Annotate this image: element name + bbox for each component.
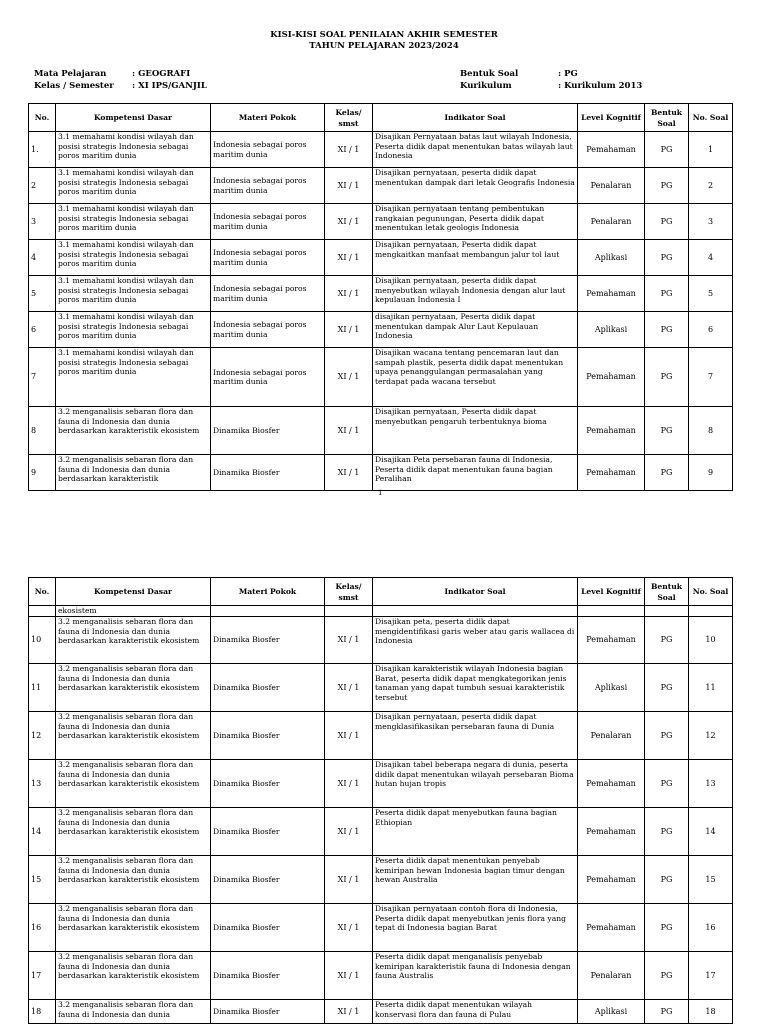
cell-bentuk: PG [645,856,689,904]
cell-nosoal: 9 [689,455,733,491]
cell-nosoal: 4 [689,240,733,276]
table-header-row [29,578,733,606]
cell-materi: Dinamika Biosfer [211,808,325,856]
bentuk-label: Bentuk Soal [460,69,519,79]
cell-level: Pemahaman [578,617,645,664]
cell-level: Pemahaman [578,760,645,808]
table-row [29,617,733,664]
cell-no: 6 [29,312,56,348]
table-row [29,808,733,856]
cell-bentuk: PG [645,407,689,455]
cell-kelas: XI / 1 [325,168,373,204]
cell-nosoal: 18 [689,1000,733,1024]
col-header-no: No. [29,104,56,132]
cell-level: Penalaran [578,712,645,760]
cell-indikator: Disajikan Pernyataan batas laut wilayah Indonesia, Peserta didik dapat menentukan batas wilayah laut Indonesia [373,132,578,168]
cell-nosoal: 17 [689,952,733,1000]
page-gap [0,520,768,560]
cell-bentuk: PG [645,455,689,491]
cell-level: Pemahaman [578,856,645,904]
cell-indikator: Disajikan karakteristik wilayah Indonesia bagian Barat, peserta didik dapat mengkategorikan jenis tanaman yang dapat tumbuh sesuai karakteristik tersebut [373,664,578,712]
cell-level: Pemahaman [578,276,645,312]
table-row [29,407,733,455]
cell-no: 5 [29,276,56,312]
table-row [29,904,733,952]
cell-kompetensi: ekosistem [56,606,211,617]
cell-kelas: XI / 1 [325,348,373,407]
meta-left [34,68,207,92]
cell-level: Pemahaman [578,808,645,856]
col-header-nosoal: No. Soal [689,104,733,132]
cell-materi: Dinamika Biosfer [211,904,325,952]
cell-no: 1. [29,132,56,168]
cell-level: Aplikasi [578,664,645,712]
kurikulum-value: : Kurikulum 2013 [558,81,643,91]
cell-nosoal: 16 [689,904,733,952]
cell-kompetensi: 3.2 menganalisis sebaran flora dan fauna di Indonesia dan dunia berdasarkan karakteristik ekosistem [56,904,211,952]
col-header-indikator: Indikator Soal [373,104,578,132]
cell-kompetensi: 3.2 menganalisis sebaran flora dan fauna di Indonesia dan dunia berdasarkan karakteristik ekosistem [56,760,211,808]
page-number: 1 [378,489,383,497]
cell-kelas: XI / 1 [325,276,373,312]
table-row [29,240,733,276]
cell-indikator: Peserta didik dapat menentukan penyebab kemiripan hewan Indonesia bagian timur dengan hewan Australia [373,856,578,904]
cell-indikator: Disajikan tabel beberapa negara di dunia, peserta didik dapat menentukan wilayah persebaran Bioma hutan hujan tropis [373,760,578,808]
cell-bentuk: PG [645,617,689,664]
cell-kelas: XI / 1 [325,856,373,904]
table-row [29,760,733,808]
col-header-materi: Materi Pokok [211,578,325,606]
cell-nosoal: 8 [689,407,733,455]
col-header-materi: Materi Pokok [211,104,325,132]
cell-materi: Indonesia sebagai poros maritim dunia [211,204,325,240]
cell-bentuk: PG [645,276,689,312]
cell-indikator [373,606,578,617]
cell-nosoal: 11 [689,664,733,712]
cell-nosoal: 3 [689,204,733,240]
cell-materi: Dinamika Biosfer [211,455,325,491]
col-header-kompetensi: Kompetensi Dasar [56,104,211,132]
cell-kelas: XI / 1 [325,455,373,491]
col-header-level: Level Kognitif [578,578,645,606]
cell-materi: Indonesia sebagai poros maritim dunia [211,240,325,276]
cell-kompetensi: 3.1 memahami kondisi wilayah dan posisi strategis Indonesia sebagai poros maritim dunia [56,204,211,240]
cell-indikator: Disajikan peta, peserta didik dapat mengidentifikasi garis weber atau garis wallacea di Indonesia [373,617,578,664]
cell-indikator: Peserta didik dapat menentukan wilayah konservasi flora dan fauna di Pulau [373,1000,578,1024]
cell-kompetensi: 3.2 menganalisis sebaran flora dan fauna di Indonesia dan dunia berdasarkan karakteristik ekosistem [56,952,211,1000]
cell-materi: Indonesia sebagai poros maritim dunia [211,168,325,204]
cell-nosoal: 7 [689,348,733,407]
col-header-indikator: Indikator Soal [373,578,578,606]
cell-kompetensi: 3.2 menganalisis sebaran flora dan fauna di Indonesia dan dunia [56,1000,211,1024]
cell-bentuk: PG [645,132,689,168]
cell-nosoal: 12 [689,712,733,760]
col-header-kompetensi: Kompetensi Dasar [56,578,211,606]
cell-materi: Indonesia sebagai poros maritim dunia [211,276,325,312]
col-header-bentuk: Bentuk Soal [645,104,689,132]
cell-nosoal: 14 [689,808,733,856]
cell-no: 16 [29,904,56,952]
cell-materi: Dinamika Biosfer [211,1000,325,1024]
cell-no: 8 [29,407,56,455]
col-header-kelas: Kelas/ smst [325,578,373,606]
cell-nosoal [689,606,733,617]
cell-kompetensi: 3.1 memahami kondisi wilayah dan posisi strategis Indonesia sebagai poros maritim dunia [56,312,211,348]
cell-materi: Indonesia sebagai poros maritim dunia [211,312,325,348]
cell-kelas [325,606,373,617]
cell-materi: Indonesia sebagai poros maritim dunia [211,132,325,168]
cell-nosoal: 10 [689,617,733,664]
cell-level: Aplikasi [578,312,645,348]
cell-indikator: Disajikan pernyataan, Peserta didik dapat mengkaitkan manfaat membangun jalur tol laut [373,240,578,276]
col-header-nosoal: No. Soal [689,578,733,606]
table-header-row [29,104,733,132]
cell-nosoal: 1 [689,132,733,168]
cell-nosoal: 5 [689,276,733,312]
continuation-row [29,606,733,617]
cell-bentuk: PG [645,240,689,276]
cell-kelas: XI / 1 [325,904,373,952]
cell-no: 4 [29,240,56,276]
cell-kelas: XI / 1 [325,407,373,455]
cell-bentuk: PG [645,952,689,1000]
cell-kompetensi: 3.2 menganalisis sebaran flora dan fauna di Indonesia dan dunia berdasarkan karakteristik ekosistem [56,856,211,904]
kurikulum-label: Kurikulum [460,81,512,91]
kelas-value: : XI IPS/GANJIL [132,81,207,91]
cell-indikator: Disajikan wacana tentang pencemaran laut dan sampah plastik, peserta didik dapat menentukan upaya penanggulangan permasalahan yang terdapat pada wacana tersebut [373,348,578,407]
document-subtitle: TAHUN PELAJARAN 2023/2024 [309,41,459,51]
cell-kelas: XI / 1 [325,808,373,856]
cell-indikator: Disajikan pernyataan, peserta didik dapat mengklasifikasikan persebaran fauna di Dunia [373,712,578,760]
cell-level: Aplikasi [578,1000,645,1024]
cell-level: Pemahaman [578,455,645,491]
cell-indikator: Disajikan pernyataan, peserta didik dapat menentukan dampak dari letak Geografis Indonesia [373,168,578,204]
cell-kelas: XI / 1 [325,760,373,808]
cell-bentuk: PG [645,348,689,407]
meta-right [460,68,642,92]
cell-bentuk: PG [645,760,689,808]
cell-kompetensi: 3.2 menganalisis sebaran flora dan fauna di Indonesia dan dunia berdasarkan karakteristik ekosistem [56,407,211,455]
cell-kelas: XI / 1 [325,1000,373,1024]
table-row [29,276,733,312]
cell-no: 11 [29,664,56,712]
cell-kelas: XI / 1 [325,712,373,760]
cell-nosoal: 13 [689,760,733,808]
cell-kompetensi: 3.1 memahami kondisi wilayah dan posisi strategis Indonesia sebagai poros maritim dunia [56,240,211,276]
cell-no: 13 [29,760,56,808]
cell-materi: Dinamika Biosfer [211,856,325,904]
cell-kompetensi: 3.2 menganalisis sebaran flora dan fauna di Indonesia dan dunia berdasarkan karakteristik ekosistem [56,808,211,856]
table-row [29,312,733,348]
cell-no: 2 [29,168,56,204]
cell-no: 15 [29,856,56,904]
table-row [29,952,733,1000]
bentuk-value: : PG [558,69,578,79]
cell-no: 3 [29,204,56,240]
cell-kompetensi: 3.2 menganalisis sebaran flora dan fauna di Indonesia dan dunia berdasarkan karakteristik ekosistem [56,712,211,760]
cell-kompetensi: 3.1 memahami kondisi wilayah dan posisi strategis Indonesia sebagai poros maritim dunia [56,348,211,407]
cell-kompetensi: 3.1 memahami kondisi wilayah dan posisi strategis Indonesia sebagai poros maritim dunia [56,132,211,168]
cell-bentuk: PG [645,168,689,204]
kelas-label: Kelas / Semester [34,81,114,91]
cell-level: Pemahaman [578,132,645,168]
cell-level: Penalaran [578,168,645,204]
document-page-2 [0,560,768,1024]
table-row [29,856,733,904]
cell-kompetensi: 3.2 menganalisis sebaran flora dan fauna di Indonesia dan dunia berdasarkan karakteristik ekosistem [56,664,211,712]
cell-bentuk: PG [645,204,689,240]
cell-level [578,606,645,617]
cell-materi: Dinamika Biosfer [211,760,325,808]
cell-no [29,606,56,617]
cell-level: Aplikasi [578,240,645,276]
col-header-kelas: Kelas/ smst [325,104,373,132]
cell-bentuk: PG [645,712,689,760]
cell-level: Penalaran [578,952,645,1000]
cell-indikator: Disajikan pernyataan tentang pembentukan rangkaian pegunungan, Peserta didik dapat menentukan letak geologis Indonesia [373,204,578,240]
table-row [29,168,733,204]
cell-no: 18 [29,1000,56,1024]
cell-indikator: Disajikan pernyataan, Peserta didik dapat menyebutkan pengaruh terbentuknya bioma [373,407,578,455]
cell-materi: Dinamika Biosfer [211,664,325,712]
cell-kelas: XI / 1 [325,132,373,168]
cell-kompetensi: 3.1 memahami kondisi wilayah dan posisi strategis Indonesia sebagai poros maritim dunia [56,168,211,204]
cell-materi: Indonesia sebagai poros maritim dunia [211,348,325,407]
cell-kompetensi: 3.2 menganalisis sebaran flora dan fauna di Indonesia dan dunia berdasarkan karakteristik ekosistem [56,617,211,664]
table-row [29,1000,733,1024]
cell-kelas: XI / 1 [325,204,373,240]
cell-materi: Dinamika Biosfer [211,952,325,1000]
kisi-kisi-table-page-1 [28,103,733,491]
cell-indikator: Peserta didik dapat menganalisis penyebab kemiripan karakteristik fauna di Indonesia dengan fauna Australis [373,952,578,1000]
cell-no: 9 [29,455,56,491]
cell-no: 14 [29,808,56,856]
cell-nosoal: 2 [689,168,733,204]
cell-nosoal: 6 [689,312,733,348]
mapel-label: Mata Pelajaran [34,69,107,79]
cell-no: 10 [29,617,56,664]
cell-level: Pemahaman [578,348,645,407]
table-row [29,204,733,240]
cell-kompetensi: 3.1 memahami kondisi wilayah dan posisi strategis Indonesia sebagai poros maritim dunia [56,276,211,312]
cell-kelas: XI / 1 [325,312,373,348]
cell-indikator: disajikan pernyataan, Peserta didik dapat menentukan dampak Alur Laut Kepulauan Indonesia [373,312,578,348]
cell-materi: Dinamika Biosfer [211,712,325,760]
col-header-level: Level Kognitif [578,104,645,132]
cell-materi [211,606,325,617]
cell-kelas: XI / 1 [325,617,373,664]
cell-no: 17 [29,952,56,1000]
kisi-kisi-table-page-2 [28,577,733,1024]
cell-no: 12 [29,712,56,760]
cell-no: 7 [29,348,56,407]
table-row [29,664,733,712]
cell-bentuk: PG [645,808,689,856]
cell-indikator: Disajikan pernyataan contoh flora di Indonesia, Peserta didik dapat menyebutkan jenis flora yang tepat di Indonesia bagian Barat [373,904,578,952]
cell-indikator: Disajikan pernyataan, peserta didik dapat menyebutkan wilayah Indonesia dengan alur laut kepulauan Indonesia I [373,276,578,312]
cell-bentuk: PG [645,1000,689,1024]
cell-kelas: XI / 1 [325,952,373,1000]
cell-level: Penalaran [578,204,645,240]
cell-kelas: XI / 1 [325,240,373,276]
mapel-value: : GEOGRAFI [132,69,191,79]
cell-nosoal: 15 [689,856,733,904]
table-row [29,132,733,168]
cell-bentuk: PG [645,664,689,712]
document-title: KISI-KISI SOAL PENILAIAN AKHIR SEMESTER [270,30,498,40]
cell-kelas: XI / 1 [325,664,373,712]
cell-materi: Dinamika Biosfer [211,407,325,455]
cell-indikator: Peserta didik dapat menyebutkan fauna bagian Ethiopian [373,808,578,856]
col-header-bentuk: Bentuk Soal [645,578,689,606]
table-row [29,455,733,491]
col-header-no: No. [29,578,56,606]
cell-indikator: Disajikan Peta persebaran fauna di Indonesia, Peserta didik dapat menentukan fauna bagian Peralihan [373,455,578,491]
cell-kompetensi: 3.2 menganalisis sebaran flora dan fauna di Indonesia dan dunia berdasarkan karakteristik [56,455,211,491]
cell-bentuk: PG [645,312,689,348]
cell-materi: Dinamika Biosfer [211,617,325,664]
table-row [29,348,733,407]
table-row [29,712,733,760]
cell-bentuk: PG [645,904,689,952]
cell-level: Pemahaman [578,904,645,952]
cell-level: Pemahaman [578,407,645,455]
cell-bentuk [645,606,689,617]
